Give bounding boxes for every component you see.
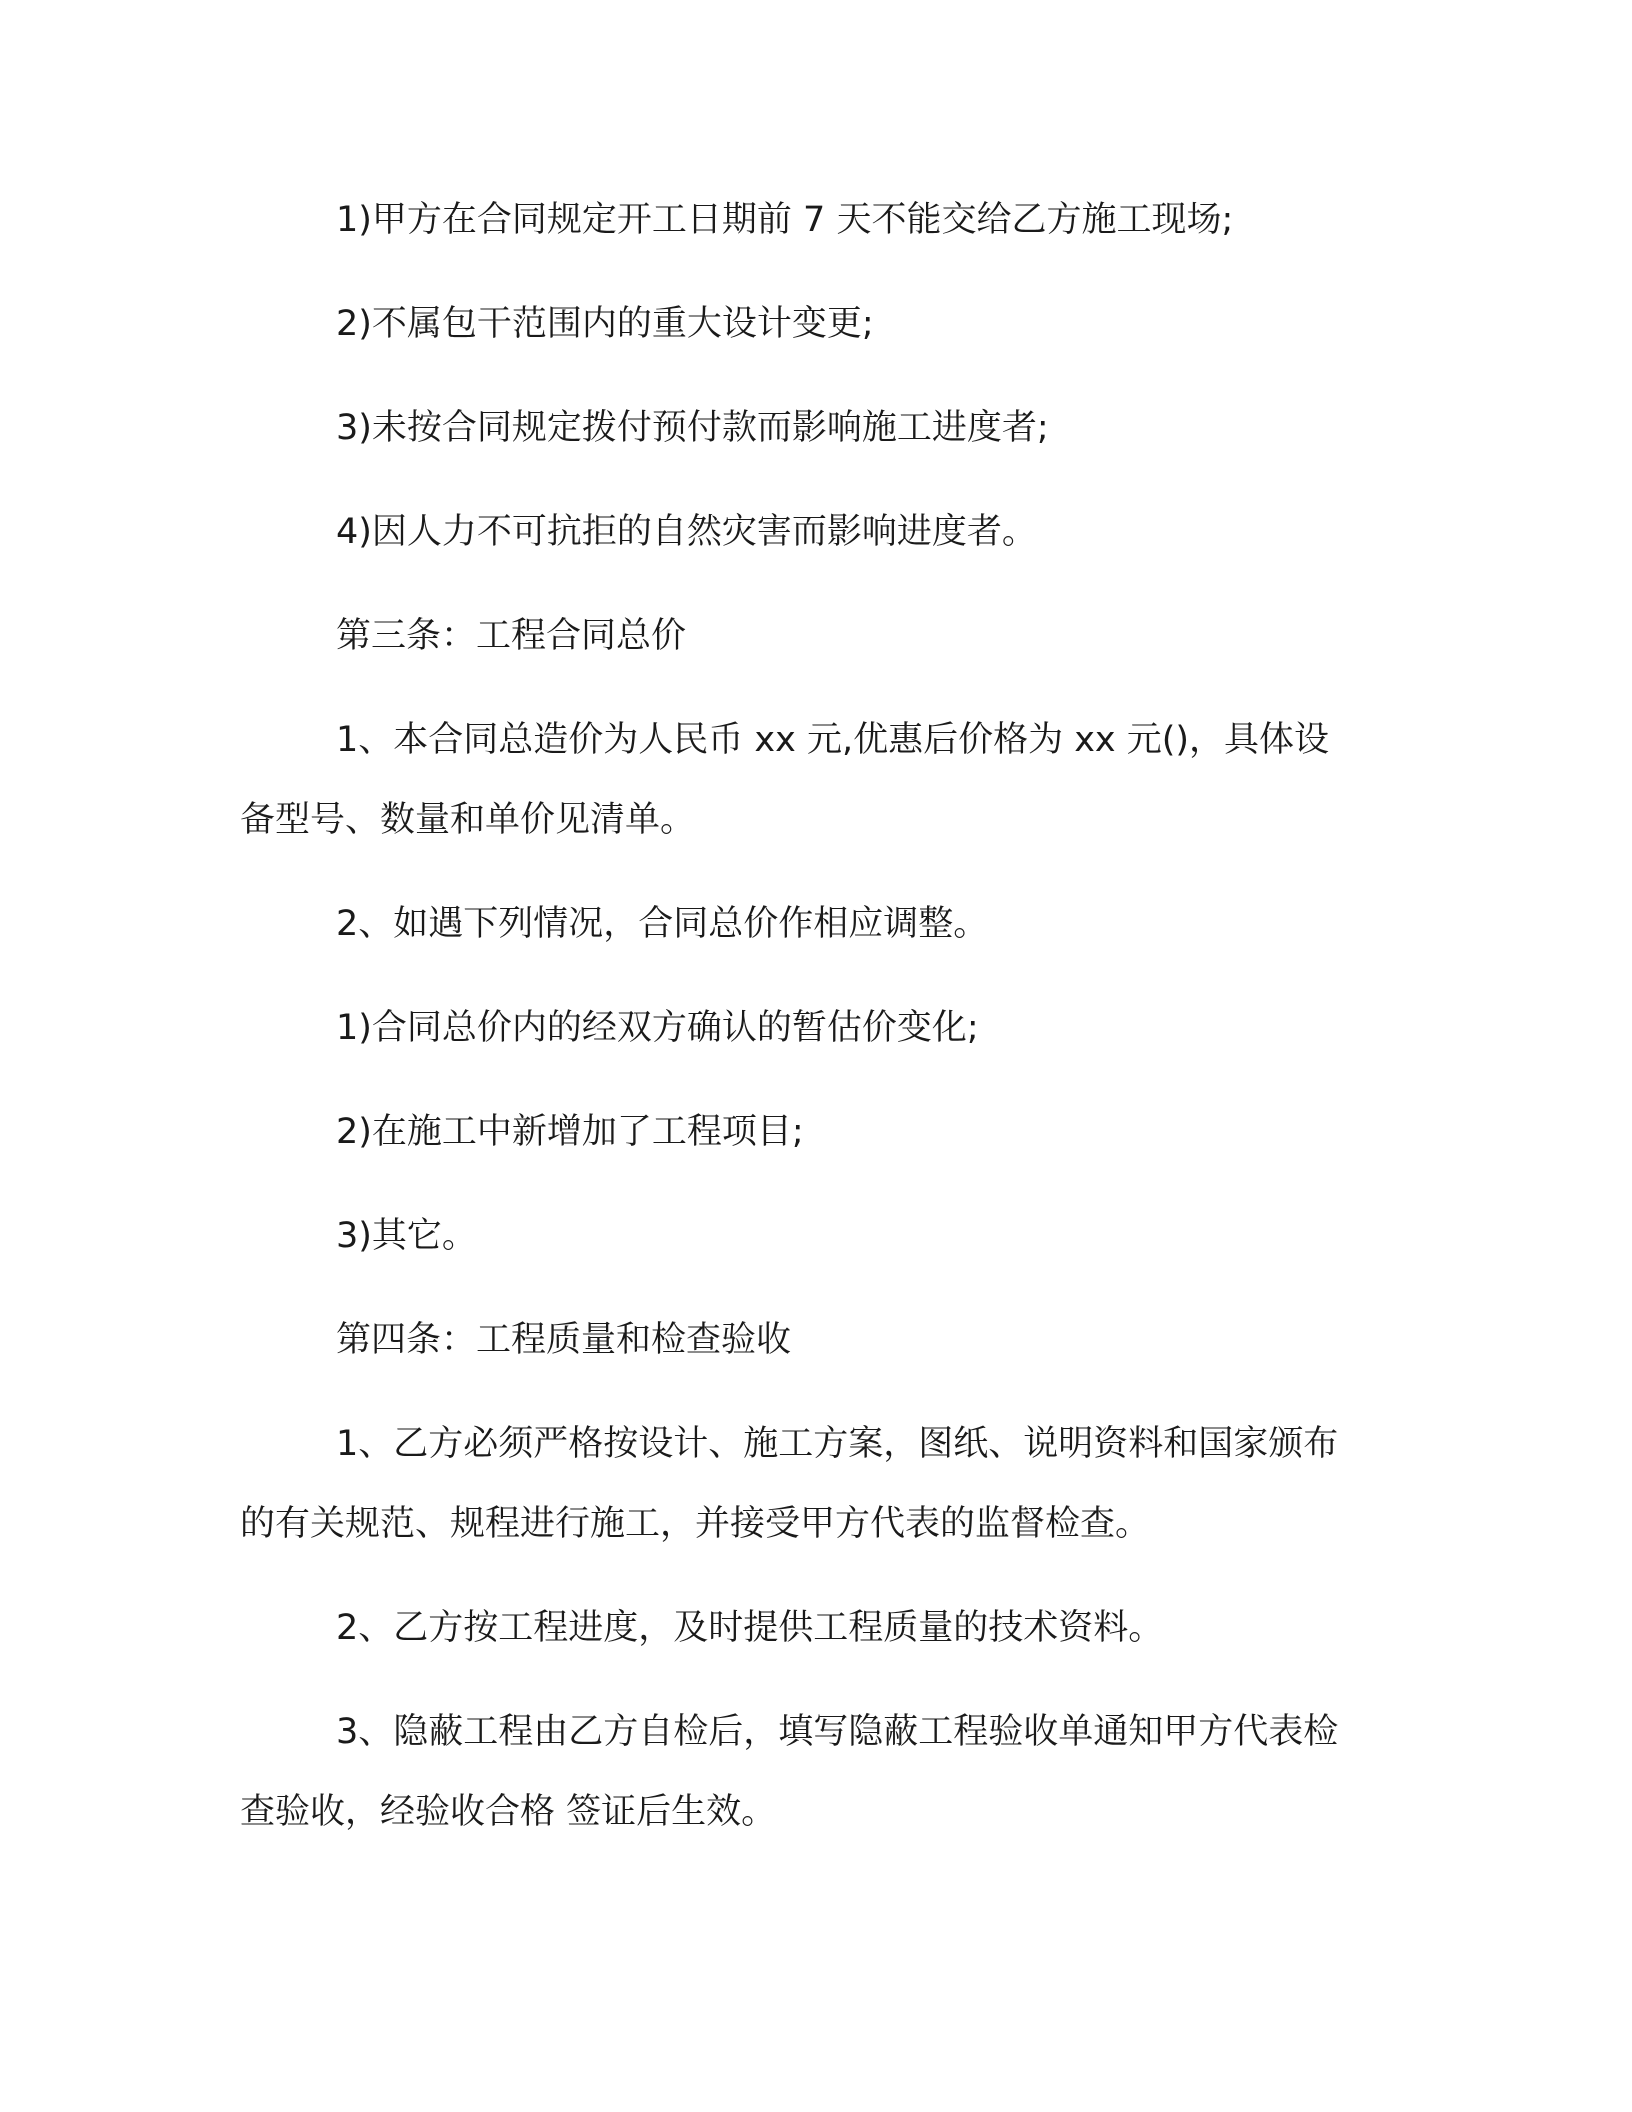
clause-item-2: 2)不属包干范围内的重大设计变更;	[336, 304, 874, 344]
article-4-item-1: 1、乙方必须严格按设计、施工方案，图纸、说明资料和国家颁布的有关规范、规程进行施工，并接受甲方代表的监督检查。	[240, 1424, 1339, 1544]
article-3-heading: 第三条：工程合同总价	[336, 616, 687, 656]
article-4-heading: 第四条：工程质量和检查验收	[336, 1320, 792, 1360]
adjustment-item-3: 3)其它。	[336, 1216, 477, 1256]
article-3-item-1: 1、本合同总造价为人民币 xx 元,优惠后价格为 xx 元()，具体设备型号、数量和单价见清单。	[240, 720, 1330, 840]
article-4-item-3: 3、隐蔽工程由乙方自检后，填写隐蔽工程验收单通知甲方代表检查验收，经验收合格 签证后生效。	[240, 1712, 1339, 1832]
adjustment-item-1: 1)合同总价内的经双方确认的暂估价变化;	[336, 1008, 979, 1048]
adjustment-item-2: 2)在施工中新增加了工程项目;	[336, 1112, 804, 1152]
document-body	[240, 180, 1360, 1876]
article-3-item-2: 2、如遇下列情况，合同总价作相应调整。	[336, 904, 989, 944]
clause-item-4: 4)因人力不可抗拒的自然灾害而影响进度者。	[336, 512, 1037, 552]
clause-item-1: 1)甲方在合同规定开工日期前 7 天不能交给乙方施工现场;	[336, 200, 1234, 240]
clause-item-3: 3)未按合同规定拨付预付款而影响施工进度者;	[336, 408, 1049, 448]
article-4-item-2: 2、乙方按工程进度，及时提供工程质量的技术资料。	[336, 1608, 1164, 1648]
